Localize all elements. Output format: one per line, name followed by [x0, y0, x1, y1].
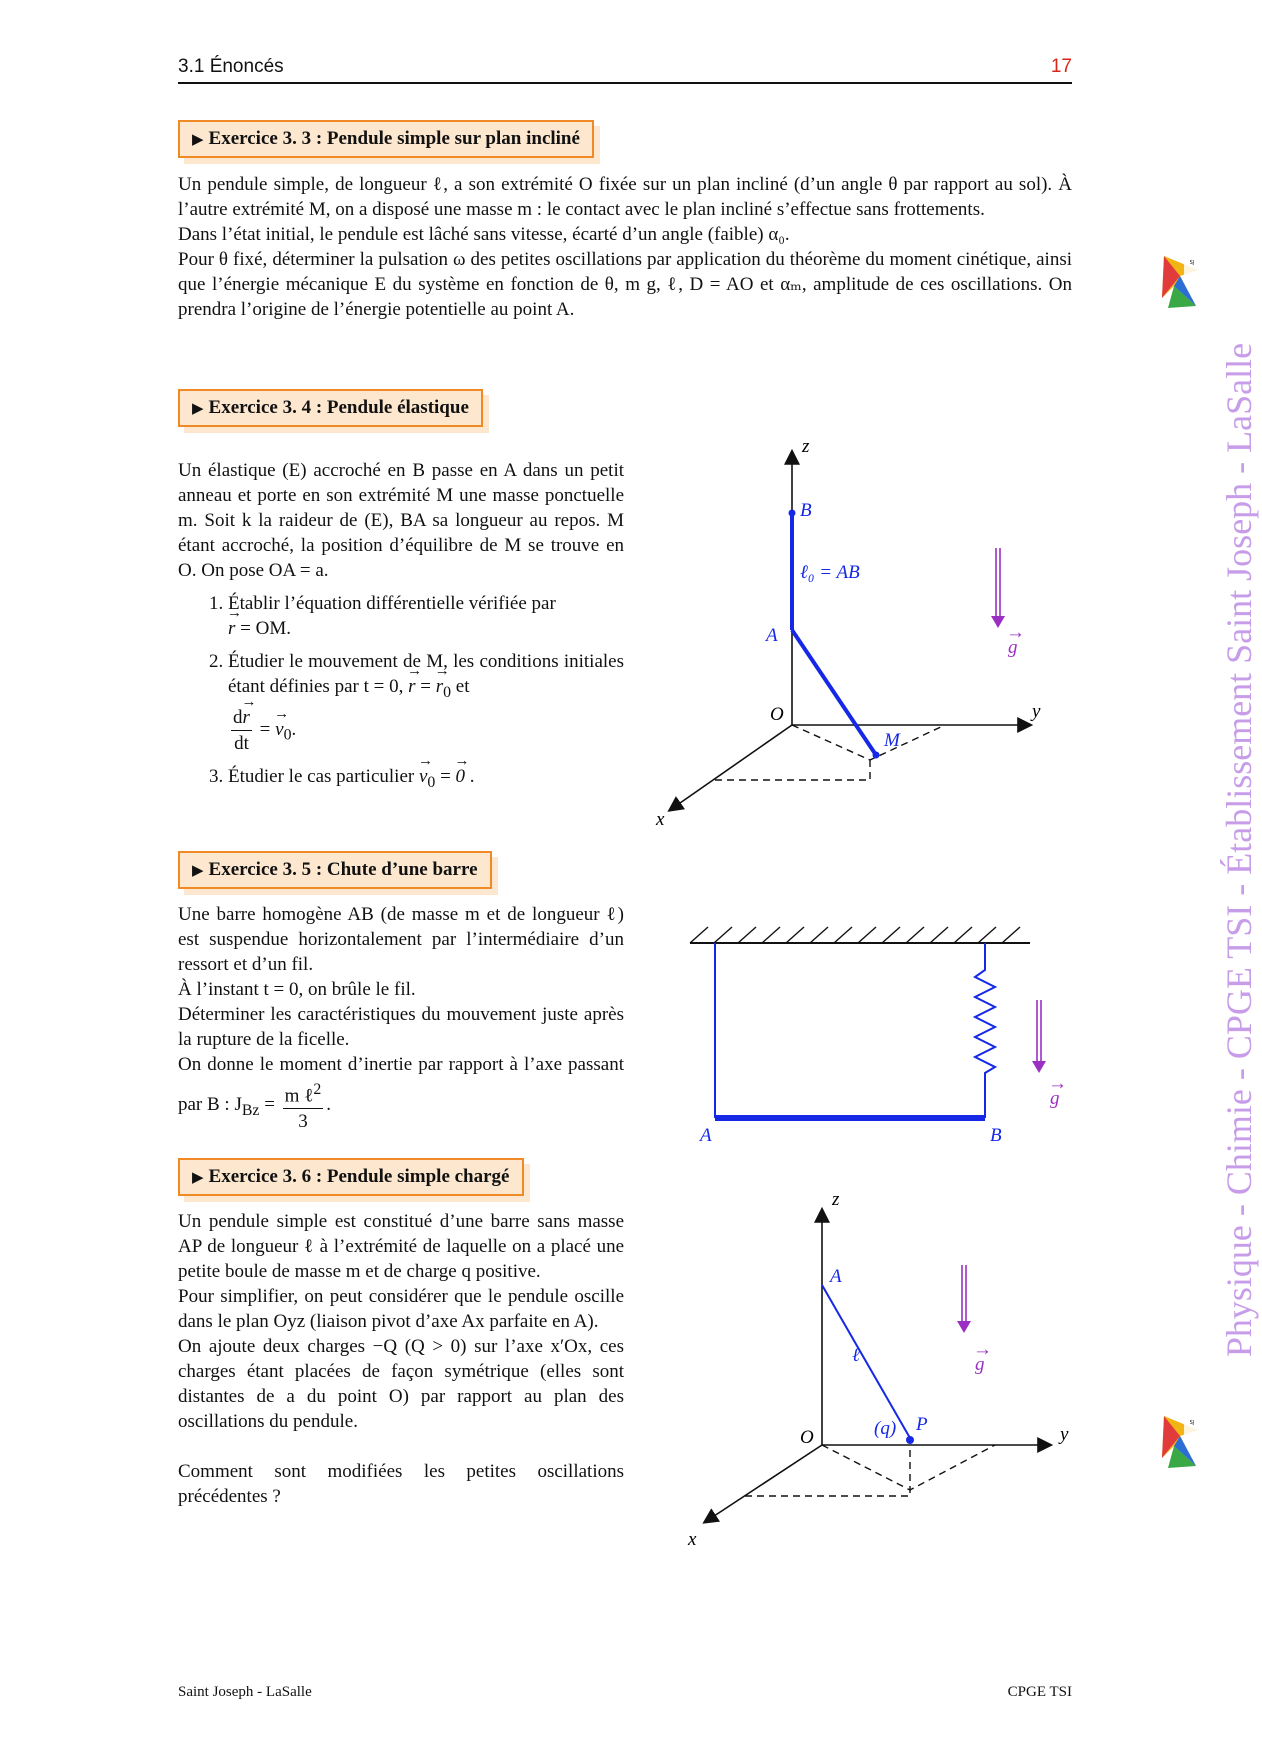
exercise-3-5-p3: Déterminer les caractéristiques du mouvement juste après la rupture de la ficelle. [178, 1004, 624, 1050]
section-title: 3.1 Énoncés [178, 56, 284, 77]
charged-ball [906, 1436, 914, 1444]
exercise-3-4-q3: 3. Étudier le cas particulier → $v_0$ = → 0 . [228, 764, 624, 795]
label-x: x [656, 809, 665, 830]
x-axis [670, 725, 792, 810]
exercise-3-5-title: Exercice 3. 5 : Chute d’une barre [208, 859, 478, 880]
exercise-3-3-p1: Un pendule simple, de longueur ℓ, a son extrémité O fixée sur un plan incliné (d’un angle θ par rapport au sol). À l’autre extrémité M, on a disposé une masse m : le contact avec le plan incliné s’effectue sans frottements. [178, 174, 1072, 220]
label-length: ℓ [852, 1345, 860, 1366]
label-y: y [1032, 701, 1041, 722]
label-b: B [800, 500, 812, 521]
label-g: g [1008, 637, 1018, 658]
point-m [873, 752, 880, 759]
label-o: O [770, 704, 784, 725]
elastic-pendulum-diagram [640, 430, 1080, 840]
exercise-3-6-title-box [178, 1158, 524, 1196]
exercise-3-6-title: Exercice 3. 6 : Pendule simple chargé [208, 1166, 510, 1187]
exercise-3-4-text [178, 458, 624, 803]
exercise-3-3-title-box [178, 120, 594, 158]
label-y: y [1060, 1424, 1069, 1445]
label-z: z [802, 436, 810, 457]
label-p: P [916, 1414, 928, 1435]
triangle-icon: ▶ [192, 132, 204, 148]
exercise-3-4-title: Exercice 3. 4 : Pendule élastique [208, 397, 469, 418]
svg-text:SJ: SJ [1189, 260, 1195, 266]
exercise-3-6-p2: Pour simplifier, on peut considérer que le pendule oscille dans le plan Oyz (liaison pivot d’axe Ax parfaite en A). [178, 1286, 624, 1332]
triangle-icon: ▶ [192, 863, 204, 879]
exercise-3-5-title-box [178, 851, 492, 889]
exercise-3-5-p1: Une barre homogène AB (de masse m et de longueur ℓ) est suspendue horizontalement par l’intermédiaire d’un ressort et d’un fil. [178, 904, 624, 975]
page-header [178, 56, 1072, 84]
elastic-segment-am [792, 630, 876, 755]
exercise-3-6-text [178, 1209, 624, 1509]
exercise-3-4-q1: 1. Établir l’équation différentielle vérifiée par → r = OM. [228, 591, 624, 641]
label-x: x [688, 1529, 697, 1550]
label-b: B [990, 1125, 1002, 1146]
svg-text:SJ: SJ [1189, 1420, 1195, 1426]
exercise-3-6-p4: Comment sont modifiées les petites oscillations précédentes ? [178, 1461, 624, 1507]
exercise-3-4-questions [178, 591, 624, 795]
point-b [789, 510, 796, 517]
label-z: z [832, 1189, 840, 1210]
vector-arrow-icon: → [973, 1339, 992, 1360]
school-logo-icon [1158, 250, 1204, 314]
label-length: ℓ₀ = AB [800, 562, 860, 583]
footer-right: CPGE TSI [1007, 1684, 1072, 1700]
gravity-arrow-icon [957, 1321, 971, 1333]
gravity-arrow-icon [1032, 1061, 1046, 1073]
x-axis [705, 1445, 822, 1522]
vector-arrow-icon: → [1006, 622, 1025, 643]
exercise-3-3-p2: Dans l’état initial, le pendule est lâché sans vitesse, écarté d’un angle (faible) α₀. [178, 224, 790, 245]
exercise-3-4-title-box [178, 389, 483, 427]
exercise-3-3-title: Exercice 3. 3 : Pendule simple sur plan incliné [208, 128, 580, 149]
label-o: O [800, 1427, 814, 1448]
triangle-icon: ▶ [192, 401, 204, 417]
exercise-3-5-text [178, 902, 624, 1134]
footer-left: Saint Joseph - LaSalle [178, 1684, 312, 1700]
vector-arrow-icon: → [1048, 1073, 1067, 1094]
page-number: 17 [1050, 56, 1072, 77]
exercise-3-5-p4: On donne le moment d’inertie par rapport à l’axe passant par B : $J_{Bz}$ = $\frac{m \ell^2}{3}$ . [178, 1054, 624, 1133]
label-m: M [884, 730, 900, 751]
label-g: g [975, 1354, 985, 1375]
exercise-3-4-intro: Un élastique (E) accroché en B passe en A dans un petit anneau et porte en son extrémité M une masse ponctuelle m. Soit k la raideur de (E), BA sa longueur au repos. M étant accroché, la position d’équilibre de M se trouve en O. On pose OA = a. [178, 460, 624, 581]
label-a: A [700, 1125, 712, 1146]
label-a: A [830, 1266, 842, 1287]
label-g: g [1050, 1088, 1060, 1109]
rod-ap [822, 1285, 910, 1438]
ceiling-hatching [690, 927, 1020, 943]
sidebar-vertical-text: Physique - Chimie - CPGE TSI - Établissement Saint Joseph - LaSalle [1219, 342, 1259, 1358]
exercise-3-5-p2: À l’instant t = 0, on brûle le fil. [178, 979, 416, 1000]
charged-pendulum-diagram [670, 1190, 1090, 1560]
projection-lines-x [745, 1445, 910, 1496]
exercise-3-3-text [178, 172, 1072, 322]
projection-lines [822, 1445, 995, 1490]
gravity-arrow-icon [991, 616, 1005, 628]
falling-bar-diagram [680, 915, 1080, 1145]
spring [975, 943, 995, 1118]
label-a: A [766, 625, 778, 646]
exercise-3-4-q2: 2. Étudier le mouvement de M, les conditions initiales étant définies par t = 0, → r = → $r_0$ et $\frac{d\to r}{dt}$ = → $v_0$. [228, 649, 624, 756]
exercise-3-3-p3: Pour θ fixé, déterminer la pulsation ω des petites oscillations par application du théorème du moment cinétique, ainsi que l’énergie mécanique E du système en fonction de θ, m g, ℓ, D = AO et αₘ, amplitude de ces oscillations. On prendra l’origine de l’énergie potentielle au point A. [178, 249, 1072, 320]
label-charge: (q) [874, 1418, 897, 1439]
exercise-3-6-p1: Un pendule simple est constitué d’une barre sans masse AP de longueur ℓ à l’extrémité de laquelle on a placé une petite boule de masse m et de charge q positive. [178, 1211, 624, 1282]
school-logo-icon [1158, 1410, 1204, 1474]
triangle-icon: ▶ [192, 1170, 204, 1186]
exercise-3-6-p3: On ajoute deux charges −Q (Q > 0) sur l’axe x′Ox, ces charges étant placées de façon symétrique (elles sont distantes de a du point O) par rapport au plan des oscillations du pendule. [178, 1336, 624, 1432]
